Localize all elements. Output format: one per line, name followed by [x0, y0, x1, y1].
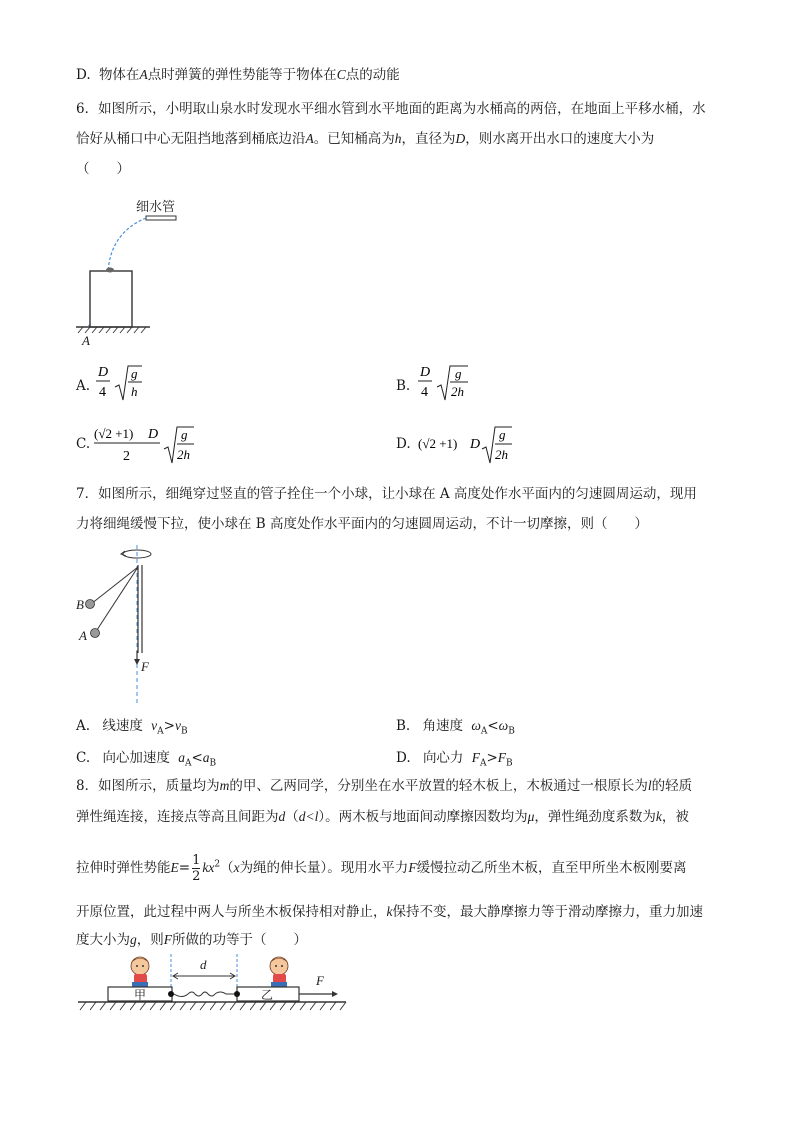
q7-stem-line2: 力将细绳缓慢下拉，使小球在 B 高度处作水平面内的匀速圆周运动，不计一切摩擦，则（ ）	[76, 516, 649, 532]
q7-ball-a	[91, 629, 100, 638]
q6-stem-line1: 6．如图所示，小明取山泉水时发现水平细水管到水平地面的距离为水桶高的两倍，在地面上平移水桶，水	[76, 101, 706, 117]
q8-ground-hatch	[80, 1002, 346, 1010]
q7-label-f: F	[141, 659, 149, 674]
q7-ball-b	[86, 600, 95, 609]
q8-joint-right	[234, 991, 240, 997]
q8-label-yi: 乙	[261, 988, 274, 1002]
svg-text:h: h	[131, 384, 138, 399]
svg-text:4: 4	[99, 385, 106, 400]
q7-figure	[74, 545, 164, 705]
q7-stem-line1: 7．如图所示，细绳穿过竖直的管子拴住一个小球，让小球在 A 高度处作水平面内的匀速圆周运动，现用	[76, 486, 697, 502]
q7-option-a[interactable]: A. 线速度 $v_A>v_B$	[76, 718, 188, 737]
q6-point-a-label: A	[82, 333, 90, 348]
svg-text:g: g	[181, 427, 188, 442]
svg-text:g: g	[499, 427, 506, 442]
q8-elastic-cord	[174, 992, 234, 997]
q8-joint-left	[168, 991, 174, 997]
exam-page: D. 物体在A点时弹簧的弹性势能等于物体在C点的动能 6．如图所示，小明取山泉水时发现水平细水管到水平地面的距离为水桶高的两倍，在地面上平移水桶，水 恰好从桶口中心无阻挡地落到桶底边沿A。已知桶高为h，直径为D，则水离开出水口的速度大小为 （ ） 细水管 A A. D 4 g h B. D 4 g 2h C. (√2 +1) D 2 g 2h D. (√2 +1) D g 2h 7．如图所示，细绳穿过竖直的管子拴住一个小球，让小球在 A 高度处作水平面内的匀速圆周运动，现用 力将细绳缓慢下拉，使小球在 B 高度处作水平面内的匀速圆周运动，不计一切摩擦，则（ ） B A F A. 线速度 $v_A>v_B$ B. 角速度 $\omega_A<\omega_B$ C. 向心加速度 $a_A<a_B$ D. 向心力 $F_A>F_B$ 8．如图所示，质量均为m的甲、乙两同学，分别坐在水平放置的轻木板上，木板通过一根原长为l的轻质 弹性绳连接，连接点等高且间距为d（d<l）。两木板与地面间动摩擦因数均为μ，弹性绳劲度系数为k，被 拉伸时弹性势能E= $\frac{1}{2}$ $kx^2(x$为绳的伸长量）。现用水平力F缓慢拉动乙所坐木板，直至甲所坐木板刚要离 开原位置，此过程中两人与所坐木板保持相对静止，k保持不变，最大静摩擦力等于滑动摩擦力，重力加速 度大小为g，则F所做的功等于（ ） d 甲 乙 F	[0, 0, 794, 1123]
q5-option-d: D. 物体在A点时弹簧的弹性势能等于物体在C点的动能	[76, 67, 400, 83]
q6-pipe	[146, 216, 176, 220]
q8-label-jia: 甲	[134, 988, 147, 1002]
q7-label-a: A	[79, 628, 87, 643]
svg-text:2h: 2h	[177, 447, 190, 462]
q7-rope-b	[91, 567, 138, 604]
q7-option-d[interactable]: D. 向心力 $F_A>F_B$	[396, 750, 513, 769]
svg-text:2h: 2h	[451, 384, 464, 399]
q8-person-yi	[270, 957, 288, 987]
q6-figure	[70, 195, 210, 350]
q8-person-jia	[131, 957, 149, 987]
svg-text:(√2 +1): (√2 +1)	[418, 436, 458, 451]
svg-text:D: D	[420, 365, 431, 380]
q6-option-d-formula	[416, 422, 526, 468]
q6-answer-bracket: （ ）	[76, 161, 130, 177]
q6-pipe-label: 细水管	[136, 199, 176, 214]
q8-stem-line2: 弹性绳连接，连接点等高且间距为d（d<l）。两木板与地面间动摩擦因数均为μ，弹性绳劲度系数为k，被	[76, 809, 689, 825]
svg-text:D: D	[148, 427, 159, 442]
q6-water-drop	[106, 268, 114, 273]
svg-text:(√2 +1): (√2 +1)	[94, 426, 134, 441]
q6-option-a-formula	[94, 362, 164, 406]
svg-text:D: D	[470, 437, 481, 452]
q7-option-b[interactable]: B. 角速度 $\omega_A<\omega_B$	[396, 718, 515, 737]
svg-text:D: D	[98, 365, 109, 380]
svg-text:2h: 2h	[495, 447, 508, 462]
q8-stem-line5: 度大小为g，则F所做的功等于（ ）	[76, 932, 307, 948]
svg-text:g: g	[455, 366, 462, 381]
q8-label-d: d	[200, 957, 207, 972]
q7-option-c[interactable]: C. 向心加速度 $a_A<a_B$	[76, 750, 217, 769]
q8-stem-line4: 开原位置，此过程中两人与所坐木板保持相对静止，k保持不变，最大静摩擦力等于滑动摩擦力，重力加速	[76, 904, 703, 920]
q6-stem-line2: 恰好从桶口中心无阻挡地落到桶底边沿A。已知桶高为h，直径为D，则水离开出水口的速度大小为	[76, 131, 655, 147]
q8-figure	[74, 952, 354, 1022]
q8-label-f: F	[316, 973, 324, 988]
q6-bucket	[90, 271, 132, 327]
q8-stem-line3: 拉伸时弹性势能E= $\frac{1}{2}$ $kx^2(x$为绳的伸长量）。现用水平力F缓慢拉动乙所坐木板，直至甲所坐木板刚要离	[76, 853, 687, 884]
q6-option-b-formula	[416, 362, 496, 406]
svg-text:2: 2	[123, 449, 130, 464]
q7-rope-a	[95, 567, 138, 633]
svg-text:4: 4	[421, 385, 428, 400]
q7-label-b: B	[76, 597, 84, 612]
q6-option-c-formula	[92, 422, 222, 468]
svg-text:g: g	[131, 366, 138, 381]
q8-stem-line1: 8．如图所示，质量均为m的甲、乙两同学，分别坐在水平放置的轻木板上，木板通过一根原长为l的轻质	[76, 778, 693, 794]
